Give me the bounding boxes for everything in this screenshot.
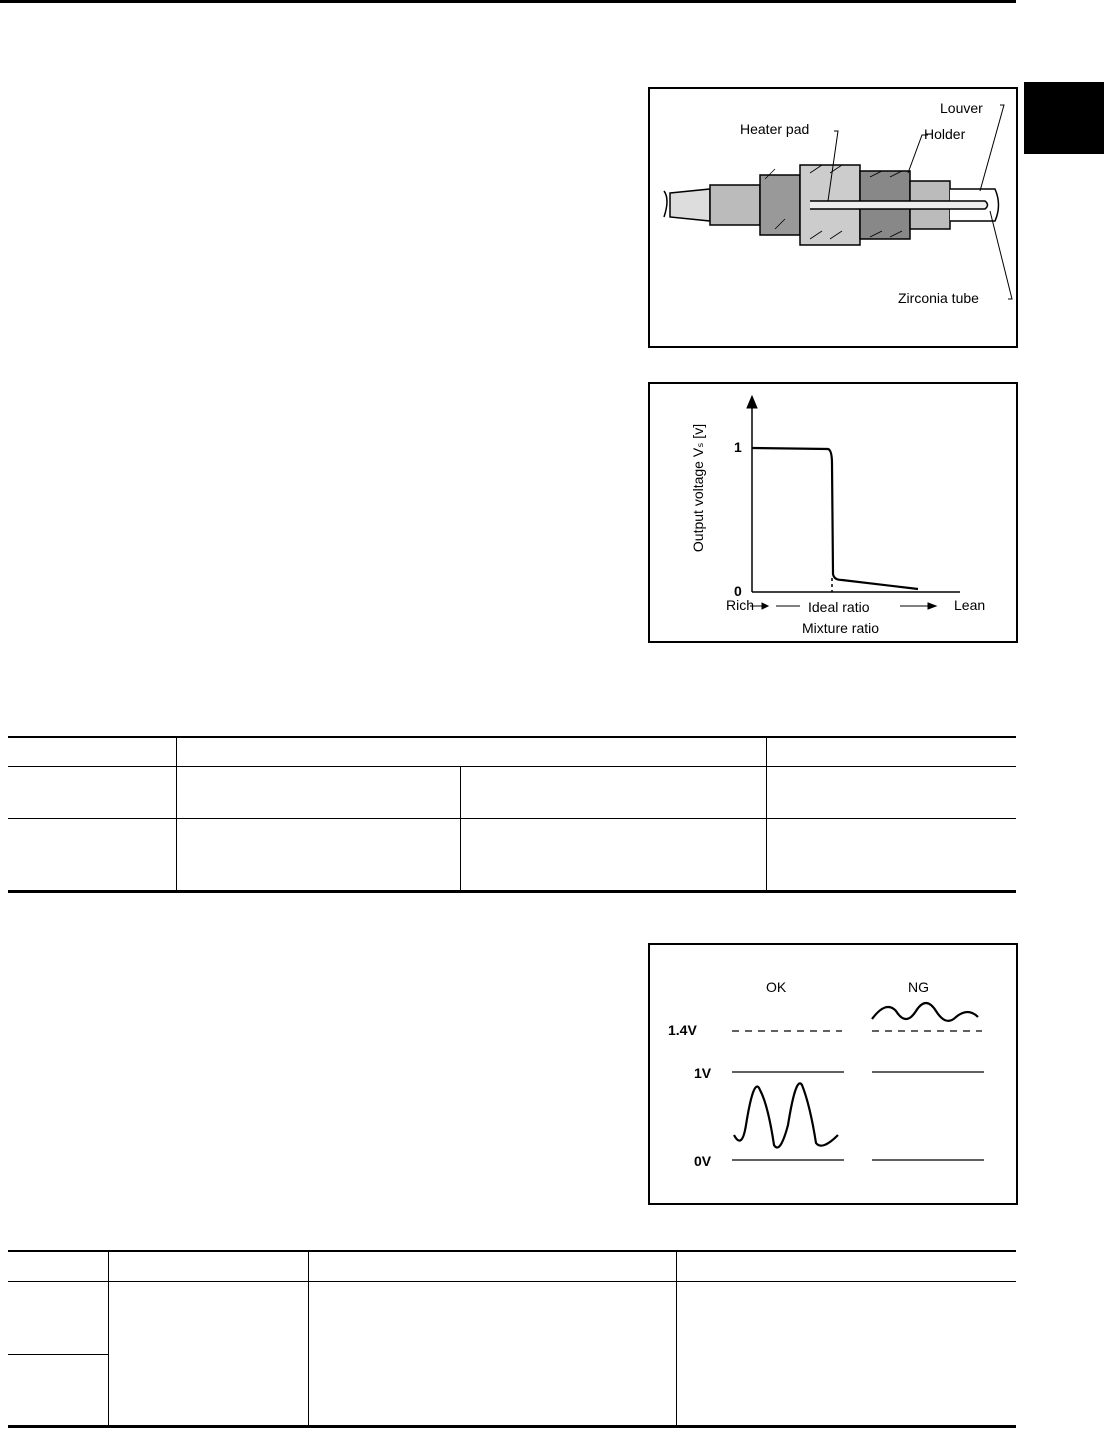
zirconia-tube-label: Zirconia tube	[898, 290, 979, 306]
spec-table-upper	[8, 736, 1016, 894]
header-rule	[0, 0, 1016, 3]
level-1-4v-label: 1.4V	[668, 1022, 697, 1038]
sensor-cutaway-figure	[648, 87, 1018, 348]
y-axis-label: Output voltage Vₛ [v]	[690, 423, 706, 553]
x-axis-label: Mixture ratio	[802, 620, 880, 636]
ok-label: OK	[766, 979, 787, 995]
lean-label: Lean	[954, 597, 986, 613]
rich-label: Rich	[726, 597, 755, 613]
spec-table-lower	[8, 1250, 1016, 1429]
holder-label: Holder	[924, 126, 966, 142]
waveform-figure	[648, 943, 1018, 1205]
tick-low-label: 0	[734, 583, 742, 599]
ideal-ratio-label: Ideal ratio	[808, 599, 870, 615]
louver-label: Louver	[940, 100, 983, 116]
tick-high-label: 1	[734, 439, 742, 455]
heater-pad-label: Heater pad	[740, 121, 810, 137]
level-1v-label: 1V	[694, 1065, 712, 1081]
voltage-curve-figure	[648, 382, 1018, 643]
ng-label: NG	[908, 979, 929, 995]
section-tab	[1024, 82, 1104, 154]
level-0v-label: 0V	[694, 1153, 712, 1169]
